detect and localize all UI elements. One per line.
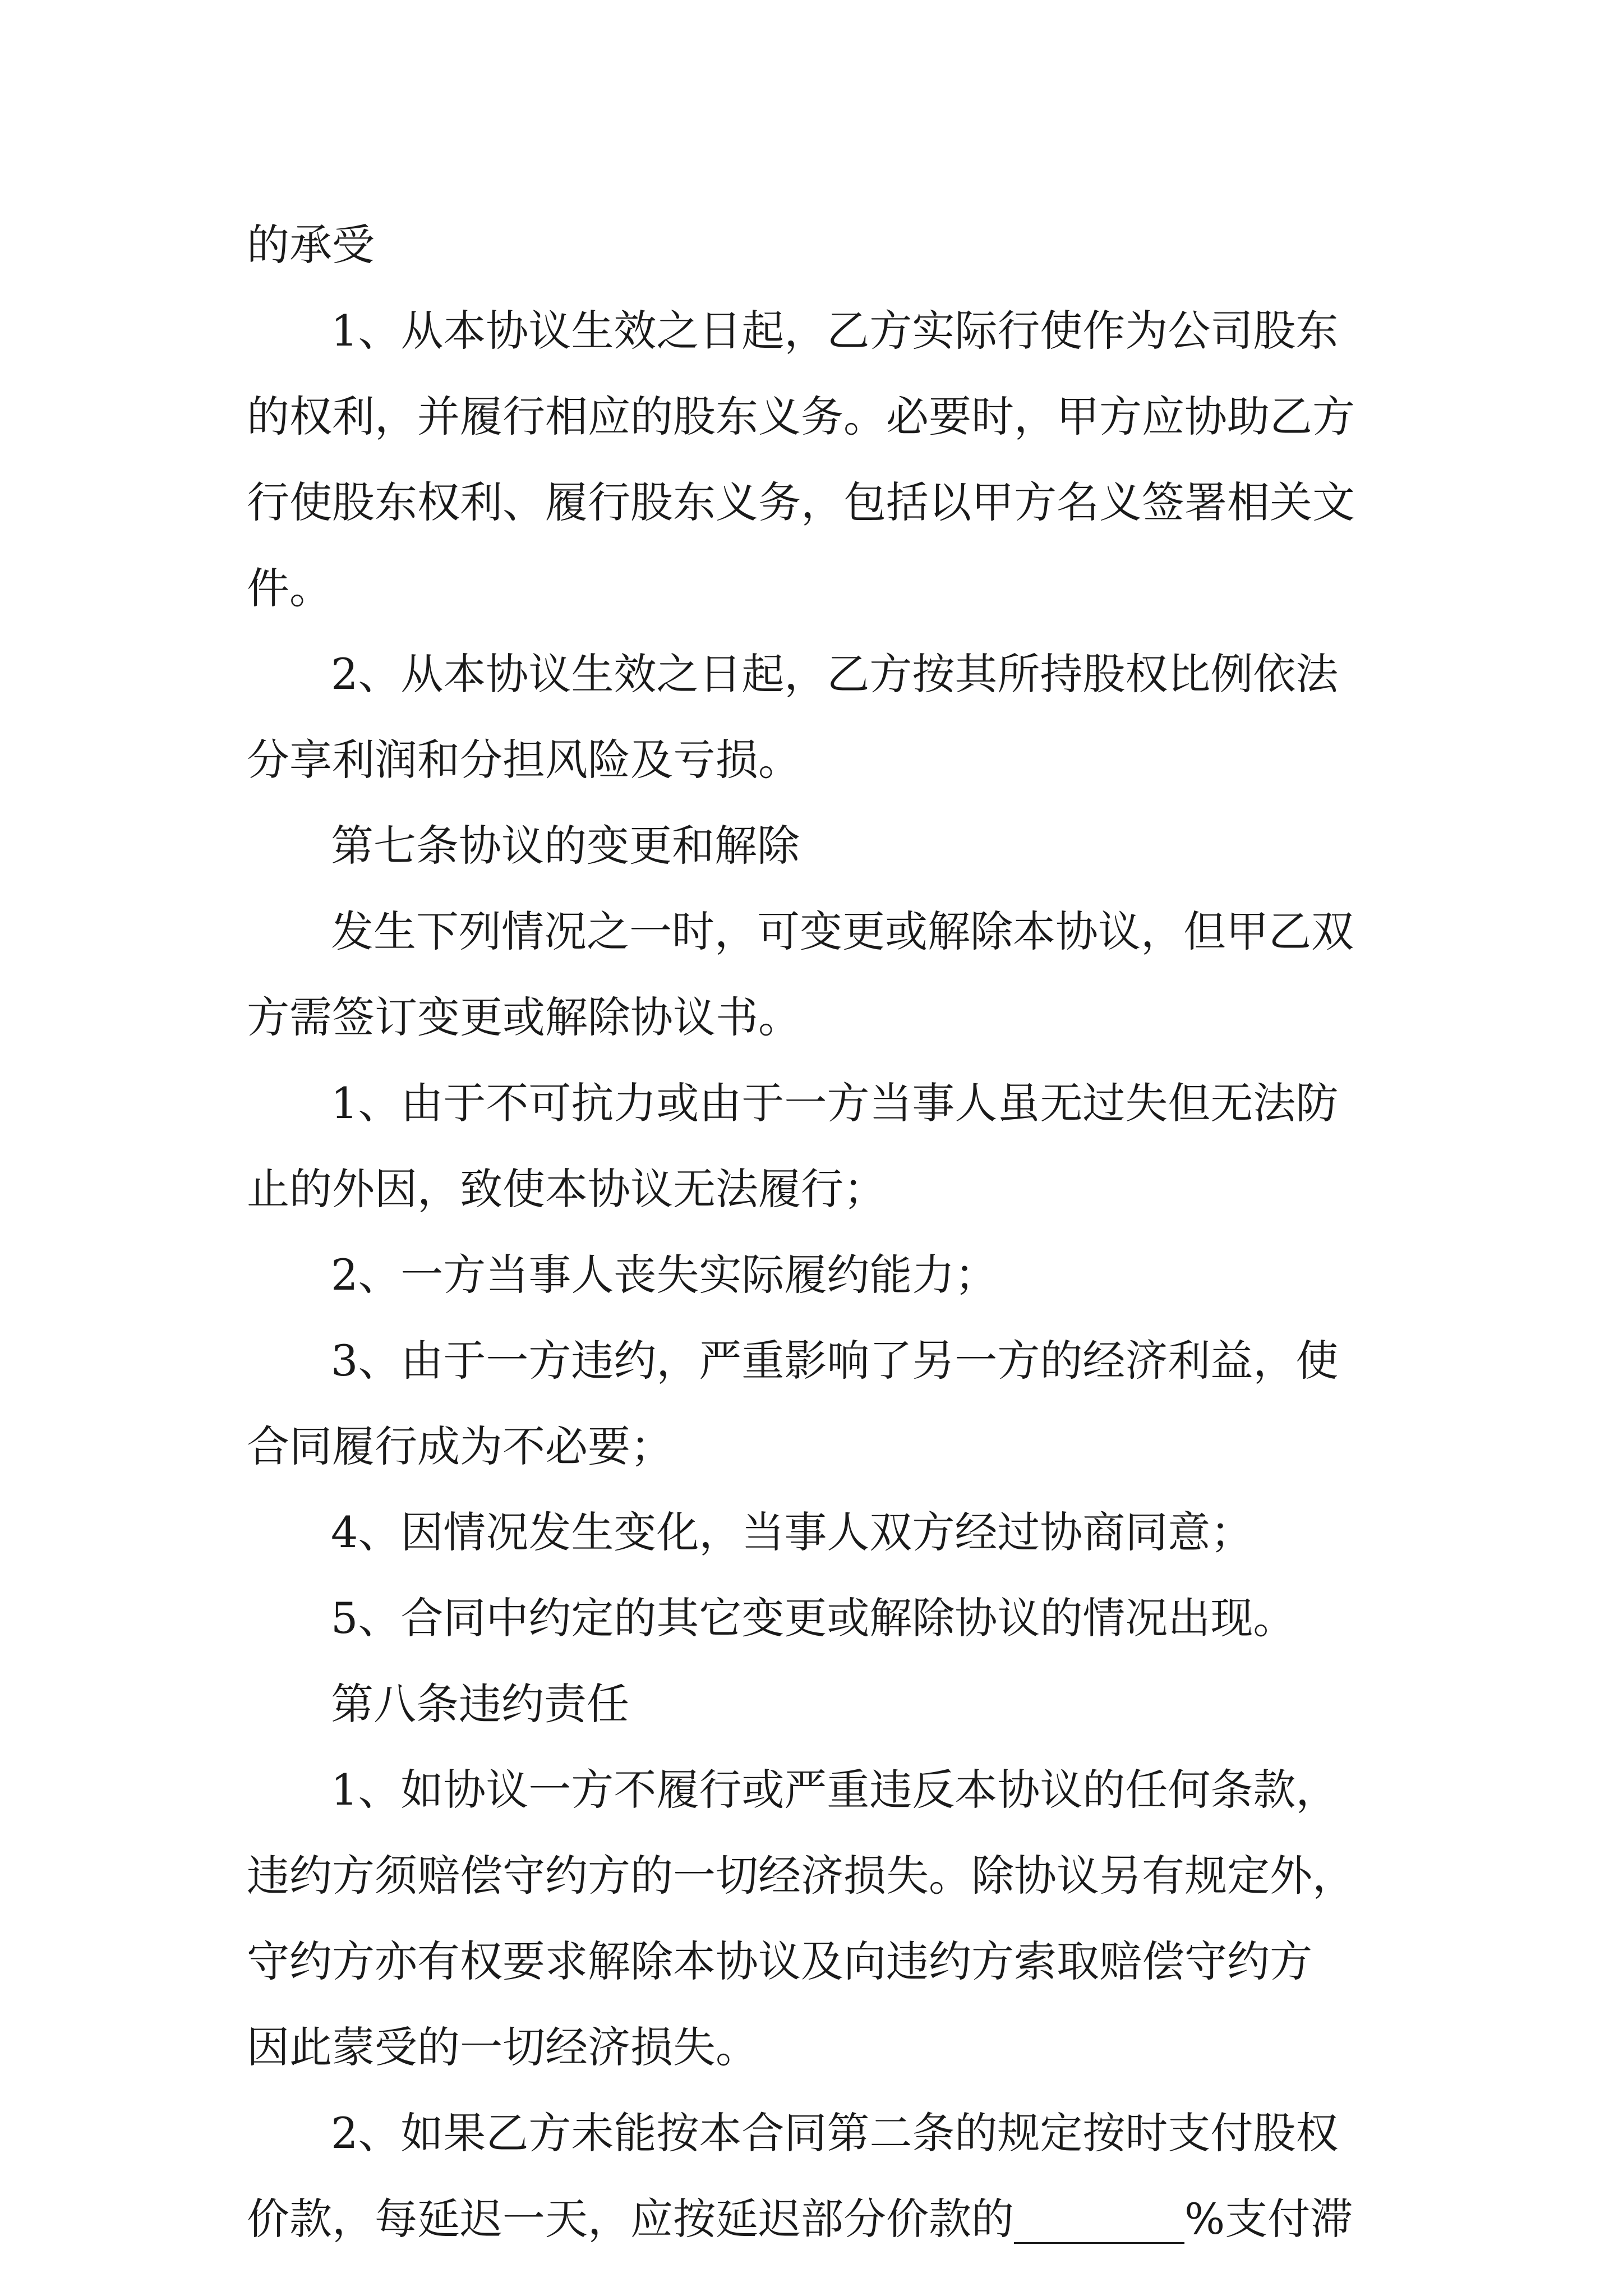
- text-line: 3、由于一方违约，严重影响了另一方的经济利益，使: [331, 1336, 1339, 1386]
- text-line: 2、一方当事人丧失实际履约能力；: [331, 1250, 998, 1300]
- text-line: 合同履行成为不必要；: [247, 1421, 673, 1471]
- text-line: 件。: [247, 563, 332, 613]
- text-line: 守约方亦有权要求解除本协议及向违约方索取赔偿守约方: [247, 1936, 1312, 1986]
- text-line: 行使股东权利、履行股东义务，包括以甲方名义签署相关文: [247, 477, 1355, 527]
- text-line: 方需签订变更或解除协议书。: [247, 992, 801, 1042]
- text-line: 止的外因，致使本协议无法履行；: [247, 1164, 886, 1214]
- text-line: 2、从本协议生效之日起，乙方按其所持股权比例依法: [331, 649, 1339, 699]
- text-line: 因此蒙受的一切经济损失。: [247, 2022, 758, 2072]
- document-page: [247, 202, 1391, 2262]
- text-line: 的承受: [247, 220, 375, 270]
- text-line: 分享利润和分担风险及亏损。: [247, 735, 801, 785]
- text-line: 1、如协议一方不履行或严重违反本协议的任何条款，: [331, 1765, 1339, 1815]
- text-line: 违约方须赔偿守约方的一切经济损失。除协议另有规定外，: [247, 1851, 1355, 1901]
- text-line: 价款，每延迟一天，应按延迟部分价款的________%支付滞: [247, 2194, 1353, 2244]
- text-line: 5、合同中约定的其它变更或解除协议的情况出现。: [331, 1593, 1296, 1643]
- text-line: 4、因情况发生变化，当事人双方经过协商同意；: [331, 1507, 1253, 1557]
- section-heading: 第七条协议的变更和解除: [331, 821, 800, 871]
- text-line: 2、如果乙方未能按本合同第二条的规定按时支付股权: [331, 2108, 1339, 2158]
- section-heading: 第八条违约责任: [331, 1679, 629, 1729]
- text-line: 的权利，并履行相应的股东义务。必要时，甲方应协助乙方: [247, 392, 1355, 441]
- text-line: 发生下列情况之一时，可变更或解除本协议，但甲乙双: [331, 907, 1354, 956]
- text-line: 1、由于不可抗力或由于一方当事人虽无过失但无法防: [331, 1078, 1339, 1128]
- text-line: 1、从本协议生效之日起，乙方实际行使作为公司股东: [331, 306, 1339, 356]
